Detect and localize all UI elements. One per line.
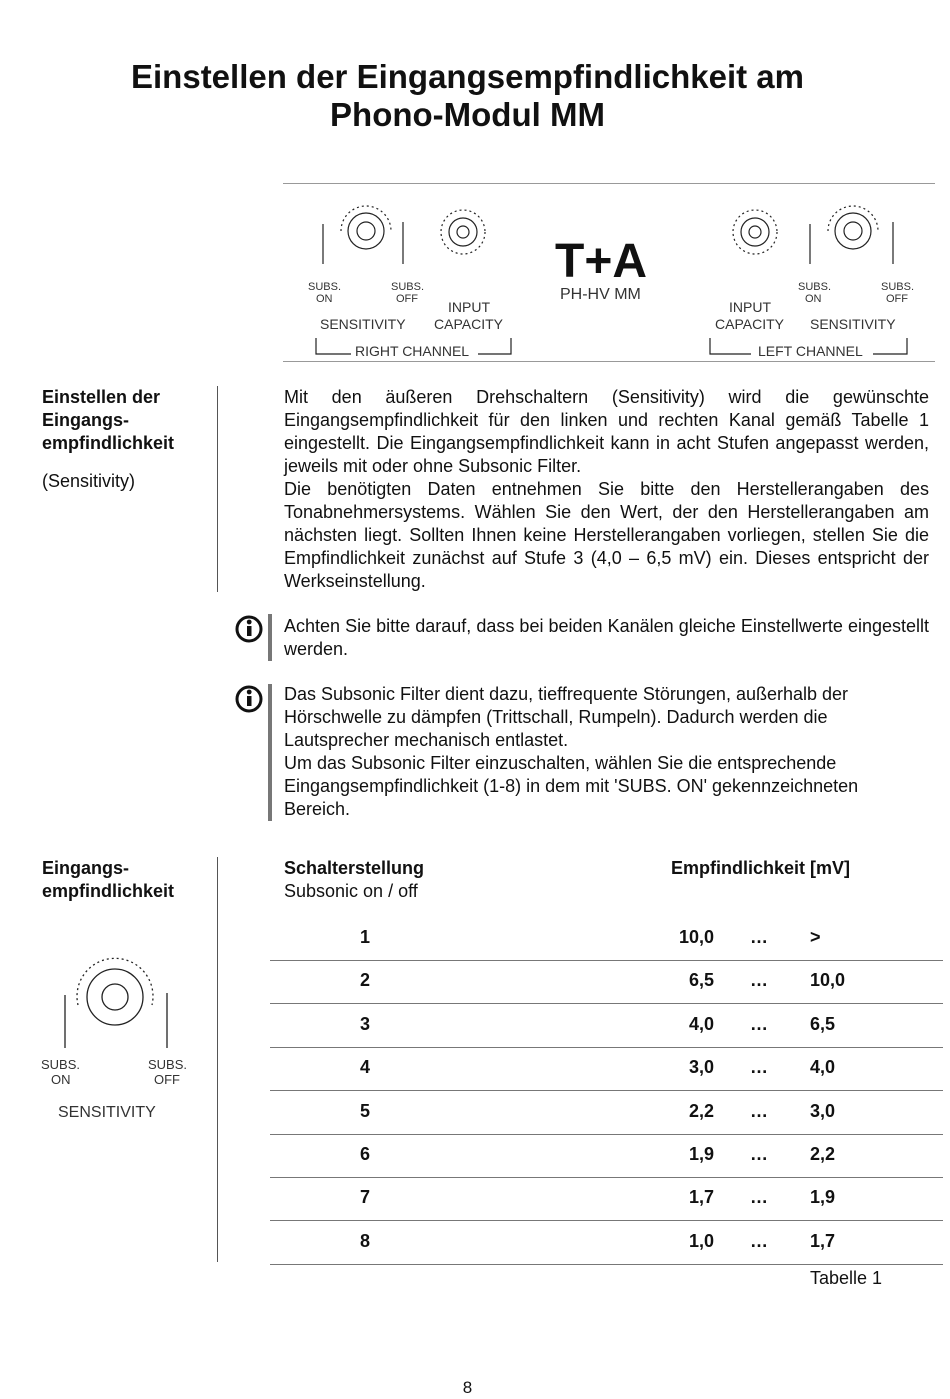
paragraph: Um das Subsonic Filter einzuschalten, wählen Sie die entsprechende Eingangsempfindlichkeit (1-8) in dem mit 'SUBS. ON' gekennzeichneten Bereich. bbox=[284, 753, 859, 819]
heading-line: Eingangs- bbox=[42, 410, 130, 430]
info-icon bbox=[235, 614, 265, 644]
table-row bbox=[270, 1134, 943, 1178]
sensitivity-dial-illustration bbox=[38, 945, 198, 1130]
table-row bbox=[270, 1091, 943, 1135]
left-input-label: INPUT bbox=[729, 299, 771, 315]
right-subs-on-1: SUBS. bbox=[308, 281, 342, 293]
heading-line: empfindlichkeit bbox=[42, 433, 175, 453]
switch-position: 4 bbox=[360, 1057, 371, 1078]
left-channel-label: LEFT CHANNEL bbox=[758, 343, 863, 359]
switch-position: 5 bbox=[360, 1100, 371, 1121]
model-label: PH-HV MM bbox=[560, 286, 641, 303]
column-header-switch bbox=[284, 857, 424, 903]
heading-line: empfindlichkeit bbox=[42, 881, 175, 901]
switch-position: 1 bbox=[360, 927, 371, 947]
right-subs-on-2: ON bbox=[316, 293, 333, 305]
section-sensitivity-body bbox=[284, 386, 929, 593]
subs-on-line-1: SUBS. bbox=[41, 1057, 81, 1072]
range-separator: … bbox=[750, 1144, 768, 1164]
range-separator: … bbox=[750, 1057, 768, 1078]
sensitivity-label: SENSITIVITY bbox=[58, 1104, 156, 1121]
range-separator: … bbox=[750, 927, 768, 947]
left-subs-off-1: SUBS. bbox=[881, 281, 915, 293]
left-capacity-dial bbox=[733, 210, 777, 254]
heading-line: Eingangs- bbox=[42, 858, 130, 878]
sensitivity-to: 1,7 bbox=[810, 1230, 836, 1251]
left-channel-bracket-left bbox=[710, 338, 751, 354]
switch-position: 7 bbox=[360, 1187, 371, 1208]
range-separator: … bbox=[750, 1013, 768, 1034]
left-capacity-label: CAPACITY bbox=[715, 316, 784, 332]
left-subs-on-2: ON bbox=[805, 293, 822, 305]
sensitivity-from: 2,2 bbox=[688, 1100, 714, 1121]
page-number: 8 bbox=[462, 1378, 473, 1397]
note-same-settings: Achten Sie bitte darauf, dass bei beiden Kanälen gleiche Einstellwerte eingestellt werden. bbox=[284, 616, 929, 659]
sensitivity-from: 1,9 bbox=[688, 1144, 714, 1164]
table-row bbox=[270, 1047, 943, 1091]
sensitivity-from: 3,0 bbox=[688, 1057, 714, 1078]
right-channel-bracket-left bbox=[316, 338, 351, 354]
sensitivity-to: 2,2 bbox=[810, 1144, 836, 1164]
note-subsonic bbox=[284, 683, 929, 821]
paragraph: Die benötigten Daten entnehmen Sie bitte den Herstellerangaben des Tonabnehmersystems. Wählen Sie den Wert, der den Herstellerangaben am nächsten liegt. Sollten Ihnen keine Herstellerangaben vorliegen, stellen Sie die Empfindlichkeit zunächst auf Stufe 3 (4,0 – 6,5 mV) ein. Dieses entspricht der Werkseinstellung. bbox=[284, 479, 929, 591]
table-caption: Tabelle 1 bbox=[810, 1268, 883, 1288]
right-channel-bracket-right bbox=[478, 338, 511, 354]
subs-on-line-2: ON bbox=[51, 1072, 71, 1087]
sensitivity-to: 3,0 bbox=[810, 1100, 836, 1121]
section-table-heading bbox=[42, 857, 212, 903]
column-subtitle: Subsonic on / off bbox=[284, 881, 418, 901]
panel-bottom-rule bbox=[283, 361, 935, 362]
sensitivity-from: 4,0 bbox=[688, 1013, 714, 1034]
right-subs-off-1: SUBS. bbox=[391, 281, 425, 293]
left-channel-bracket-right bbox=[873, 338, 907, 354]
sensitivity-to: > bbox=[810, 927, 821, 947]
note-bar bbox=[268, 614, 272, 661]
sensitivity-from: 1,7 bbox=[688, 1187, 714, 1208]
right-input-label: INPUT bbox=[448, 299, 490, 315]
paragraph: Das Subsonic Filter dient dazu, tieffrequente Störungen, außerhalb der Hörschwelle zu dämpfen (Trittschall, Rumpeln). Dadurch werden die Lautsprecher mechanisch entlastet. bbox=[284, 684, 849, 750]
table-row bbox=[270, 960, 943, 1004]
sensitivity-to: 4,0 bbox=[810, 1057, 836, 1078]
section-sensitivity-heading bbox=[42, 386, 212, 455]
range-separator: … bbox=[750, 970, 768, 991]
left-subs-on-1: SUBS. bbox=[798, 281, 832, 293]
range-separator: … bbox=[750, 1230, 768, 1251]
sensitivity-to: 10,0 bbox=[810, 970, 846, 991]
left-sensitivity-dial bbox=[810, 206, 893, 264]
right-sensitivity-dial bbox=[323, 206, 403, 264]
right-sensitivity-label: SENSITIVITY bbox=[320, 316, 406, 332]
sensitivity-from: 1,0 bbox=[688, 1230, 714, 1251]
note-bar bbox=[268, 684, 272, 821]
right-capacity-dial bbox=[441, 210, 485, 254]
range-separator: … bbox=[750, 1187, 768, 1208]
left-sensitivity-label: SENSITIVITY bbox=[810, 316, 896, 332]
section-sensitivity-subheading: (Sensitivity) bbox=[42, 471, 136, 491]
table-row bbox=[270, 1221, 943, 1265]
brand-logo: T+A bbox=[555, 235, 648, 288]
title-line-1: Einstellen der Eingangsempfindlichkeit am bbox=[131, 58, 804, 95]
subs-off-line-1: SUBS. bbox=[148, 1057, 188, 1072]
switch-position: 6 bbox=[360, 1144, 371, 1164]
table-row bbox=[270, 917, 943, 961]
section-divider bbox=[217, 857, 218, 1262]
table-row bbox=[270, 1177, 943, 1221]
left-subs-off-2: OFF bbox=[886, 293, 908, 305]
page-title bbox=[0, 58, 935, 134]
sensitivity-to: 1,9 bbox=[810, 1187, 836, 1208]
table-row bbox=[270, 1004, 943, 1048]
switch-position: 2 bbox=[360, 970, 371, 991]
paragraph: Mit den äußeren Drehschaltern (Sensitivity) wird die gewünschte Eingangsempfindlichkeit für den linken und rechten Kanal gemäß Tabelle 1 eingestellt. Die Eingangsempfindlichkeit kann in acht Stufen angepasst werden, jeweils mit oder ohne Subsonic Filter. bbox=[284, 387, 929, 476]
sensitivity-from: 6,5 bbox=[688, 970, 714, 991]
column-title: Schalterstellung bbox=[284, 858, 425, 878]
title-line-2: Phono-Modul MM bbox=[330, 96, 605, 133]
heading-line: Einstellen der bbox=[42, 387, 161, 407]
sensitivity-to: 6,5 bbox=[810, 1013, 836, 1034]
column-header-sensitivity: Empfindlichkeit [mV] bbox=[671, 858, 851, 878]
switch-position: 8 bbox=[360, 1230, 371, 1251]
right-subs-off-2: OFF bbox=[396, 293, 418, 305]
right-channel-label: RIGHT CHANNEL bbox=[355, 343, 470, 359]
info-icon bbox=[235, 684, 265, 714]
phono-panel-illustration bbox=[283, 184, 935, 361]
subs-off-line-2: OFF bbox=[154, 1072, 180, 1087]
sensitivity-from: 10,0 bbox=[678, 927, 714, 947]
section-divider bbox=[217, 386, 218, 592]
range-separator: … bbox=[750, 1100, 768, 1121]
switch-position: 3 bbox=[360, 1013, 371, 1034]
right-capacity-label: CAPACITY bbox=[434, 316, 503, 332]
